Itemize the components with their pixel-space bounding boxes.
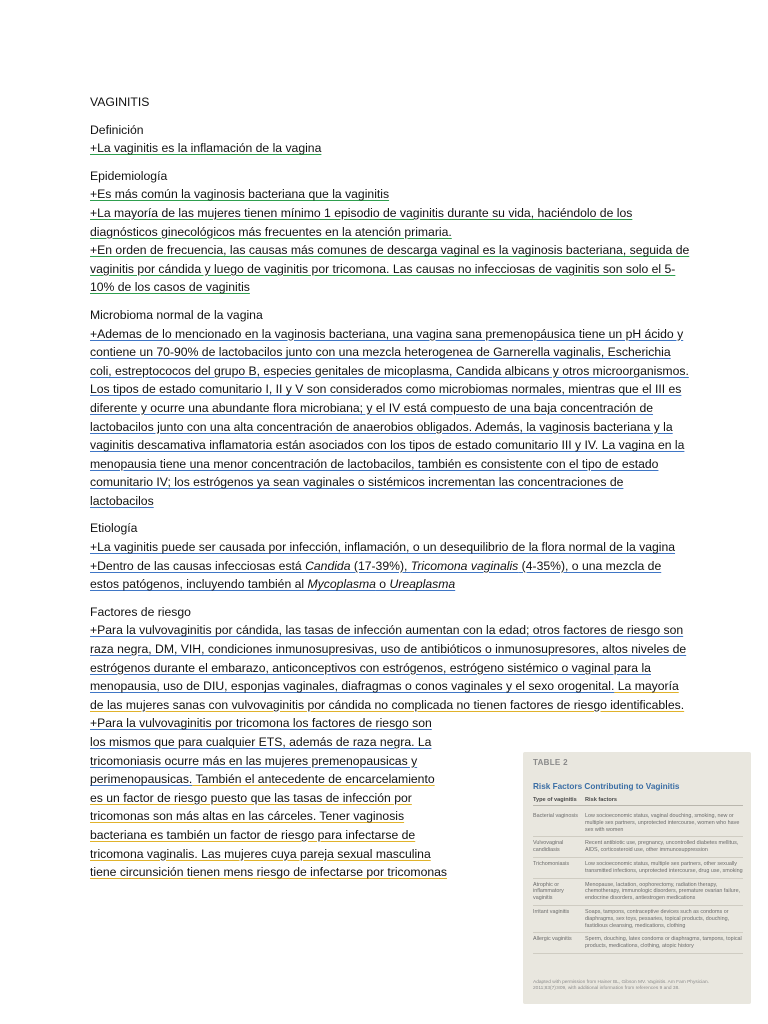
table-label: TABLE 2 — [533, 758, 568, 767]
factores-p1-a: +Para la vulvovaginitis por cándida, las tasas de infección aumentan con la edad; otros factores de riesgo son raza negra, DM, VIH, condiciones inmunosupresivas, uso de antibióticos o inmunosupresores, altos niveles de estrógenos durante el embarazo, anticonceptivos con estrógenos, estrógeno sistémico o vaginal para la menopausia, uso de DIU, esponjas vaginales, diafragmas o conos vaginales y el sexo orogenital. — [90, 623, 687, 694]
epidemiologia-p3: +En orden de frecuencia, las causas más comunes de descarga vaginal es la vaginosis bacteriana, seguida de vaginitis por cándida y luego de vaginitis por tricomona. Las causas no infecciosas de vaginitis son solo el 5-10% de los casos de vaginitis — [90, 243, 690, 295]
table-cell-type: Allergic vaginitis — [533, 936, 572, 943]
factores-p1 — [90, 621, 690, 714]
factores-p2 — [90, 714, 450, 881]
table-row — [533, 858, 743, 879]
epidemiologia-heading: Epidemiología — [90, 168, 168, 183]
table-cell-type: Trichomoniasis — [533, 860, 570, 867]
microbioma-heading: Microbioma normal de la vagina — [90, 307, 263, 322]
table-cell-type: Vulvovaginal candidiasis — [533, 840, 564, 854]
table-cell-risk: Menopause, lactation, oophorectomy, radiation therapy, chemotherapy, immunologic disorders, premature ovarian failure, endocrine disorders, antiestrogen medications — [585, 881, 741, 902]
table-row — [533, 837, 743, 858]
etiologia-p2-d: o — [375, 577, 390, 592]
table-body — [533, 810, 743, 954]
table-cell-risk: Low socioeconomic status, vaginal douching, smoking, new or multiple sex partners, unprotected intercourse, women who have sex with women — [585, 813, 740, 833]
title-section — [90, 93, 690, 112]
ureaplasma-term: Ureaplasma — [389, 577, 456, 592]
microbioma-p1: +Ademas de lo mencionado en la vaginosis bacteriana, una vagina sana premenopáusica tiene un pH ácido y contiene un 70-90% de lactobacilos junto con una mezcla heterogenea de Garnerella vaginalis, Escherichia coli, estreptococos del grupo B, especies genitales de micoplasma, Candida albicans y otros microorganismos. Los tipos de estado comunitario I, II y V son considerados como microbiomas normales, mientras que el III es diferente y ocurre una abundante flora microbiana; y el IV está compuesto de una baja concentración de lactobacilos junto con una alta concentración de anaerobios obligados. Además, la vaginosis bacteriana y la vaginitis descamativa inflamatoria están asociados con los tipos de estado comunitario III y IV. La vagina en la menopausia tiene una menor concentración de lactobacilos, también es consistente con el tipo de estado comunitario IV; los estrógenos ya sean vaginales o sistémicos incrementan las concentraciones de lactobacilos — [90, 326, 689, 508]
microbioma-section — [90, 306, 690, 511]
candida-term: Candida — [305, 558, 351, 573]
table-cell-type: Bacterial vaginosis — [533, 813, 578, 819]
table-col-risk: Risk factors — [585, 797, 618, 803]
table-cell-risk: Recent antibiotic use, pregnancy, uncontrolled diabetes mellitus, AIDS, corticosteroid use, other immunosuppression — [585, 840, 739, 854]
table-row — [533, 879, 743, 906]
document-title: VAGINITIS — [90, 95, 150, 109]
table-col-type: Type of vaginitis — [533, 797, 577, 803]
table-footnote: Adapted with permission from Hainer BL, Gibson MV. Vaginitis. Am Fam Physician. 2011;83(7):809, with additional information from references 9 and 38. — [533, 980, 709, 991]
risk-factors-table-image — [523, 752, 751, 1004]
table-cell-type: Irritant vaginitis — [533, 908, 570, 915]
factores-p1-b: La mayoría de las mujeres sanas con vulvovaginitis por cándida no complicada no tienen factores de riesgo identificables. — [90, 679, 685, 712]
epidemiologia-p2: +La mayoría de las mujeres tienen mínimo 1 episodio de vaginitis durante su vida, haciéndolo de los diagnósticos ginecológicos más frecuentes en la atención primaria. — [90, 205, 633, 239]
epidemiologia-section — [90, 167, 690, 297]
table-row — [533, 810, 743, 837]
etiologia-p2-b: (17-39%), — [350, 558, 411, 573]
etiologia-p2-a: +Dentro de las causas infecciosas está — [90, 558, 306, 573]
definicion-heading: Definición — [90, 122, 144, 137]
table-title: Risk Factors Contributing to Vaginitis — [533, 782, 680, 791]
etiologia-heading: Etiología — [90, 521, 138, 536]
factores-p2-c: También el antecedente de encarcelamiento es un factor de riesgo puesto que las tasas de infección por tricomonas son más altas en las cárceles. Tener vaginosis bacteriana es también un factor de riesgo para infectarse de tricomona vaginalis. Las mujeres cuya pareja sexual masculina tiene circunsición tienen mens riesgo de infectarse por tricomonas — [90, 772, 448, 880]
definicion-line: +La vaginitis es la inflamación de la vagina — [90, 141, 322, 156]
mycoplasma-term: Mycoplasma — [307, 577, 376, 592]
definicion-section — [90, 121, 690, 158]
etiologia-section — [90, 519, 690, 593]
etiologia-p1: +La vaginitis puede ser causada por infección, inflamación, o un desequilibrio de la flora normal de la vagina — [90, 540, 676, 555]
table-cell-risk: Low socioeconomic status, multiple sex partners, other sexually transmitted infections, unprotected intercourse, drug use, smoking — [585, 860, 743, 874]
table-cell-risk: Sperm, douching, latex condoms or diaphragms, tampons, topical products, medications, clothing, atopic history — [585, 936, 742, 950]
table-header — [533, 797, 743, 806]
epidemiologia-p1: +Es más común la vaginosis bacteriana que la vaginitis — [90, 187, 390, 202]
etiologia-p2 — [90, 557, 690, 594]
table-row — [533, 933, 743, 954]
factores-p2-a: +Para la vulvovaginitis por tricomona los factores de riesgo son los mismos que para cualquier ETS, además de raza negra. — [90, 716, 432, 749]
table-cell-type: Atrophic or inflammatory vaginitis — [533, 881, 564, 902]
factores-p2-b: La tricomoniasis ocurre más en las mujeres premenopausicas y perimenopausicas. — [90, 735, 432, 787]
etiologia-p2-c: (4-35%), o una mezcla de estos patógenos, incluyendo también al — [90, 558, 662, 592]
table-row — [533, 906, 743, 933]
table-cell-risk: Soaps, tampons, contraceptive devices such as condoms or diaphragms, sex toys, pessaries, topical products, douching, fastidious cleansing, medications, clothing — [585, 908, 730, 929]
factores-heading: Factores de riesgo — [90, 604, 191, 619]
tricomona-term: Tricomona vaginalis — [410, 558, 519, 573]
